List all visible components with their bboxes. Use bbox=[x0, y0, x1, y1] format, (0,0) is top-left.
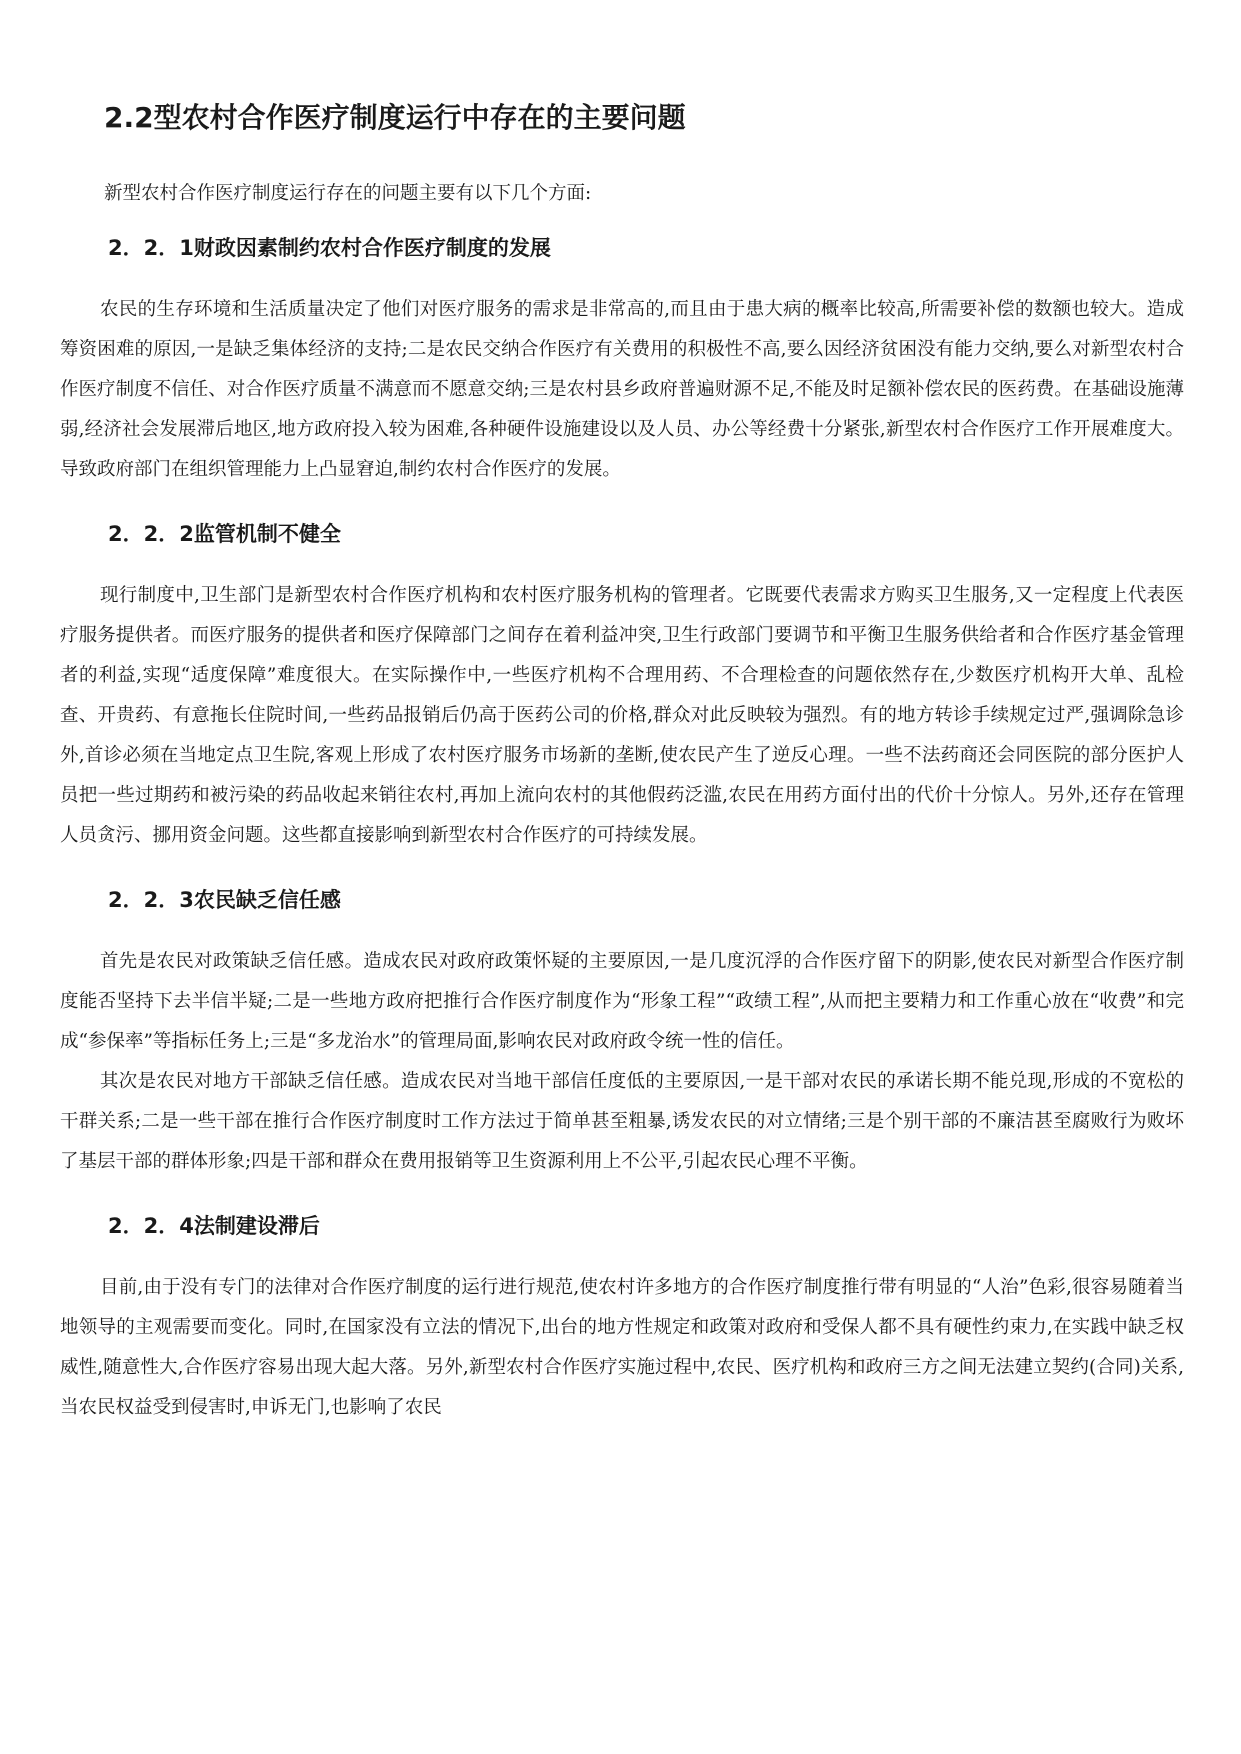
body-paragraph: 首先是农民对政策缺乏信任感。造成农民对政府政策怀疑的主要原因,一是几度沉浮的合作医疗留下的阴影,使农民对新型合作医疗制度能否坚持下去半信半疑;二是一些地方政府把推行合作医疗制度作为“形象工程”“政绩工程”,从而把主要精力和工作重心放在“收费”和完成“参保率”等指标任务上;三是“多龙治水”的管理局面,影响农民对政府政令统一性的信任。 bbox=[60, 951, 1184, 1053]
document-page bbox=[60, 100, 1184, 1452]
main-heading: 2.2型农村合作医疗制度运行中存在的主要问题 bbox=[104, 101, 686, 134]
body-paragraph: 其次是农民对地方干部缺乏信任感。造成农民对当地干部信任度低的主要原因,一是干部对农民的承诺长期不能兑现,形成的不宽松的干群关系;二是一些干部在推行合作医疗制度时工作方法过于简单甚至粗暴,诱发农民的对立情绪;三是个别干部的不廉洁甚至腐败行为败坏了基层干部的群体形象;四是干部和群众在费用报销等卫生资源利用上不公平,引起农民心理不平衡。 bbox=[60, 1071, 1184, 1173]
section-2-2-3 bbox=[60, 880, 1184, 1182]
section-2-2-1 bbox=[60, 228, 1184, 490]
body-paragraph: 现行制度中,卫生部门是新型农村合作医疗机构和农村医疗服务机构的管理者。它既要代表需求方购买卫生服务,又一定程度上代表医疗服务提供者。而医疗服务的提供者和医疗保障部门之间存在着利益冲突,卫生行政部门要调节和平衡卫生服务供给者和合作医疗基金管理者的利益,实现“适度保障”难度很大。在实际操作中,一些医疗机构不合理用药、不合理检查的问题依然存在,少数医疗机构开大单、乱检查、开贵药、有意拖长住院时间,一些药品报销后仍高于医药公司的价格,群众对此反映较为强烈。有的地方转诊手续规定过严,强调除急诊外,首诊必须在当地定点卫生院,客观上形成了农村医疗服务市场新的垄断,使农民产生了逆反心理。一些不法药商还会同医院的部分医护人员把一些过期药和被污染的药品收起来销往农村,再加上流向农村的其他假药泛滥,农民在用药方面付出的代价十分惊人。另外,还存在管理人员贪污、挪用资金问题。这些都直接影响到新型农村合作医疗的可持续发展。 bbox=[60, 585, 1184, 847]
section-heading: 2．2．1财政因素制约农村合作医疗制度的发展 bbox=[108, 236, 551, 261]
section-2-2-2 bbox=[60, 514, 1184, 856]
intro-paragraph: 新型农村合作医疗制度运行存在的问题主要有以下几个方面: bbox=[104, 183, 592, 205]
section-heading: 2．2．4法制建设滞后 bbox=[108, 1214, 320, 1239]
body-paragraph: 目前,由于没有专门的法律对合作医疗制度的运行进行规范,使农村许多地方的合作医疗制度推行带有明显的“人治”色彩,很容易随着当地领导的主观需要而变化。同时,在国家没有立法的情况下,出台的地方性规定和政策对政府和受保人都不具有硬性约束力,在实践中缺乏权威性,随意性大,合作医疗容易出现大起大落。另外,新型农村合作医疗实施过程中,农民、医疗机构和政府三方之间无法建立契约(合同)关系,当农民权益受到侵害时,申诉无门,也影响了农民 bbox=[60, 1277, 1184, 1419]
section-heading: 2．2．3农民缺乏信任感 bbox=[108, 888, 341, 913]
body-paragraph: 农民的生存环境和生活质量决定了他们对医疗服务的需求是非常高的,而且由于患大病的概率比较高,所需要补偿的数额也较大。造成筹资困难的原因,一是缺乏集体经济的支持;二是农民交纳合作医疗有关费用的积极性不高,要么因经济贫困没有能力交纳,要么对新型农村合作医疗制度不信任、对合作医疗质量不满意而不愿意交纳;三是农村县乡政府普遍财源不足,不能及时足额补偿农民的医药费。在基础设施薄弱,经济社会发展滞后地区,地方政府投入较为困难,各种硬件设施建设以及人员、办公等经费十分紧张,新型农村合作医疗工作开展难度大。导致政府部门在组织管理能力上凸显窘迫,制约农村合作医疗的发展。 bbox=[60, 299, 1184, 481]
section-heading: 2．2．2监管机制不健全 bbox=[108, 522, 341, 547]
section-2-2-4 bbox=[60, 1206, 1184, 1428]
